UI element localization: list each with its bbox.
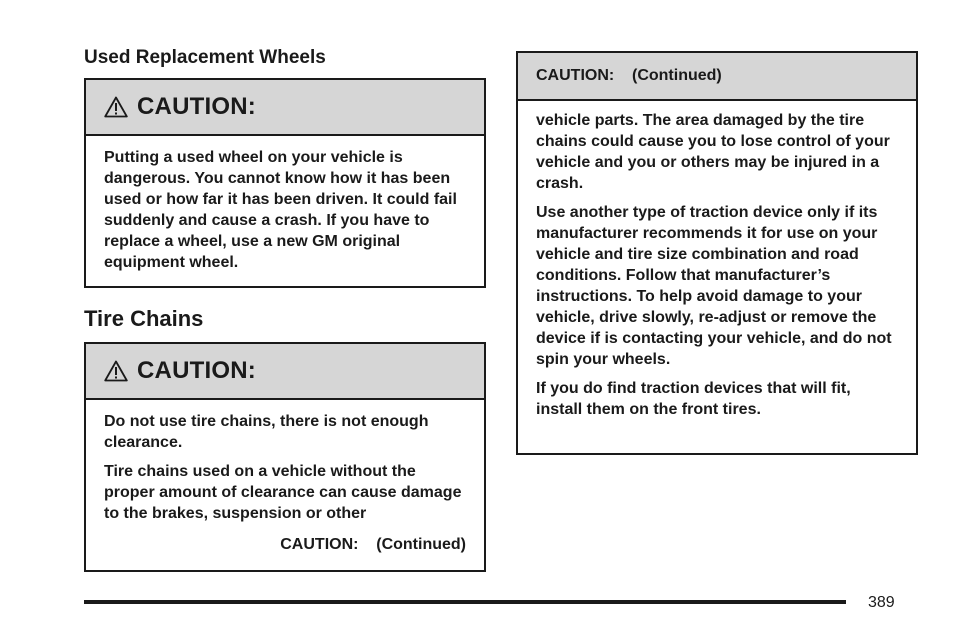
caution-header	[86, 344, 484, 400]
caution-paragraph: Do not use tire chains, there is not enough clearance.	[104, 413, 429, 451]
caution-title: CAUTION:	[137, 357, 256, 384]
caution-header	[86, 80, 484, 136]
section-title-tire-chains: Tire Chains	[84, 306, 204, 331]
warning-triangle-icon	[104, 360, 128, 382]
footer-rule	[84, 600, 846, 604]
caution-box-used-wheels	[84, 78, 486, 288]
caution-body	[518, 101, 916, 432]
warning-triangle-icon	[104, 96, 128, 118]
caution-paragraph: If you do find traction devices that will fit, install them on the front tires.	[536, 380, 851, 418]
caution-paragraph: vehicle parts. The area damaged by the tire chains could cause you to lose control of your vehicle and you or others may be injured in a crash.	[536, 112, 890, 192]
page-number: 389	[868, 594, 895, 611]
caution-continued-label: CAUTION: (Continued)	[280, 536, 466, 553]
caution-paragraph: Tire chains used on a vehicle without the proper amount of clearance can cause damage to the brakes, suspension or other	[104, 463, 462, 522]
caution-box-continued	[516, 51, 918, 455]
caution-paragraph: Putting a used wheel on your vehicle is dangerous. You cannot know how it has been used or how far it has been driven. It could fail suddenly and cause a crash. If you have to replace a wheel, use a new GM original equipment wheel.	[104, 149, 457, 271]
caution-title: CAUTION:	[137, 93, 256, 120]
section-title-used-replacement-wheels: Used Replacement Wheels	[84, 47, 326, 68]
caution-box-tire-chains	[84, 342, 486, 572]
caution-paragraph: Use another type of traction device only if its manufacturer recommends it for use on your vehicle and tire size combination and road conditions. Follow that manufacturer’s instructions. To help avoid damage to your vehicle, drive slowly, re-adjust or remove the device if is contacting your vehicle, and do not spin your wheels.	[536, 204, 892, 368]
right-column	[516, 51, 918, 455]
left-column	[84, 46, 486, 572]
caution-continued-header: CAUTION: (Continued)	[518, 53, 916, 101]
caution-body	[86, 400, 484, 567]
caution-body	[86, 136, 484, 285]
